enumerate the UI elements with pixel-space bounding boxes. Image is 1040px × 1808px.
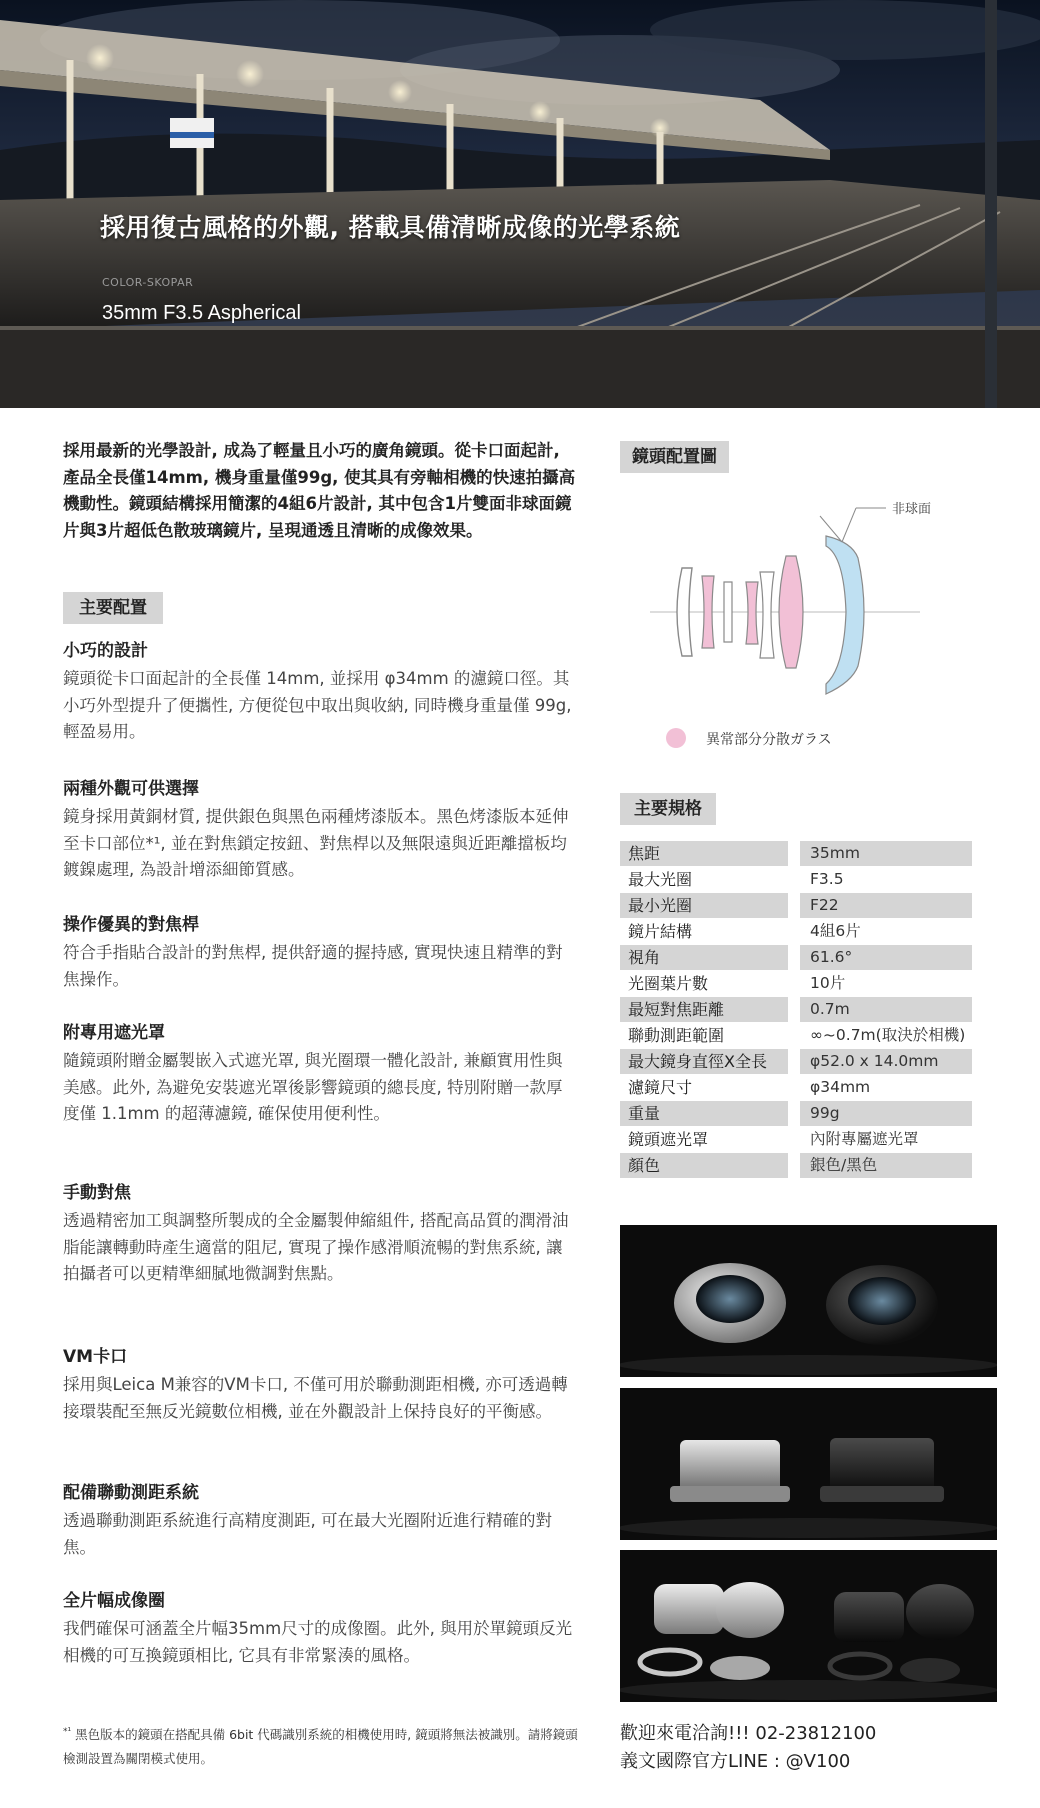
spec-value: 99g bbox=[800, 1101, 972, 1126]
aspheric-leader-right bbox=[842, 508, 856, 542]
feature-body: 我們確保可涵蓋全片幅35mm尺寸的成像圈。此外, 與用於單鏡頭反光相機的可互換鏡頭相比, 它具有非常緊湊的風格。 bbox=[63, 1619, 573, 1665]
spec-row bbox=[620, 867, 972, 893]
feature-full-frame bbox=[63, 1588, 577, 1669]
feature-title: 小巧的設計 bbox=[63, 641, 148, 661]
contact-info bbox=[620, 1720, 876, 1776]
spec-row bbox=[620, 1127, 972, 1153]
hero-photo-illustration bbox=[0, 0, 1040, 408]
spec-key: 鏡片結構 bbox=[628, 922, 693, 941]
lens-element-4-ed bbox=[746, 582, 758, 644]
lens-element-6-ed bbox=[779, 556, 803, 668]
spec-row bbox=[620, 1023, 972, 1049]
spec-value: ∞~0.7m(取決於相機) bbox=[810, 1026, 966, 1044]
main-config-label: 主要配置 bbox=[63, 592, 163, 624]
feature-body: 隨鏡頭附贈金屬製嵌入式遮光罩, 與光圈環一體化設計, 兼顧實用性與美感。此外, 為避免安裝遮光罩後影響鏡頭的總長度, 特別附贈一款厚度僅 1.1mm 的超薄濾鏡, 確保使用便利性。 bbox=[63, 1051, 563, 1123]
feature-title: 附專用遮光罩 bbox=[63, 1023, 165, 1043]
spec-row bbox=[620, 841, 972, 867]
footnote-text: 黑色版本的鏡頭在搭配具備 6bit 代碼識別系統的相機使用時, 鏡頭將無法被識別。請將鏡頭檢測設置為關閉模式使用。 bbox=[63, 1727, 578, 1767]
spec-key: 聯動測距範圍 bbox=[628, 1026, 725, 1045]
feature-title: 手動對焦 bbox=[63, 1183, 131, 1203]
spec-row bbox=[620, 971, 972, 997]
spec-key: 最大光圈 bbox=[628, 870, 693, 889]
spec-row bbox=[620, 997, 972, 1023]
feature-title: 兩種外觀可供選擇 bbox=[63, 779, 199, 799]
lens-element-3 bbox=[724, 582, 732, 642]
ed-legend-label: 異常部分分散ガラス bbox=[706, 732, 832, 748]
feature-rangefinder bbox=[63, 1480, 577, 1561]
product-photo-lenses-front bbox=[620, 1225, 997, 1377]
spec-key: 鏡頭遮光罩 bbox=[628, 1130, 709, 1149]
diagram-label: 鏡頭配置圖 bbox=[620, 441, 729, 473]
spec-row bbox=[620, 919, 972, 945]
hero-headline: 採用復古風格的外觀, 搭載具備清晰成像的光學系統 bbox=[100, 213, 681, 242]
spec-row bbox=[620, 1153, 972, 1179]
contact-line-id: 義文國際官方LINE : @V100 bbox=[620, 1751, 851, 1772]
spec-value: 35mm bbox=[800, 841, 972, 866]
feature-vm-mount bbox=[63, 1344, 577, 1425]
footnote-mark: *¹ bbox=[63, 1727, 72, 1737]
feature-title: VM卡口 bbox=[63, 1347, 128, 1367]
feature-two-finishes bbox=[63, 776, 577, 884]
spec-key: 顏色 bbox=[620, 1153, 788, 1178]
spec-value: 0.7m bbox=[800, 997, 972, 1022]
spec-value: φ34mm bbox=[810, 1078, 871, 1096]
lens-element-aspheric bbox=[826, 536, 864, 694]
spec-row bbox=[620, 1075, 972, 1101]
lens-element-2-ed bbox=[702, 576, 714, 648]
feature-body: 透過精密加工與調整所製成的全金屬製伸縮組件, 搭配高品質的潤滑油脂能讓轉動時產生適當的阻尼, 實現了操作感滑順流暢的對焦系統, 讓拍攝者可以更精準細膩地微調對焦點。 bbox=[63, 1211, 569, 1283]
spec-value: F3.5 bbox=[810, 870, 844, 888]
product-photo-lenses-side bbox=[620, 1388, 997, 1540]
feature-title: 操作優異的對焦桿 bbox=[63, 915, 199, 935]
spec-key: 濾鏡尺寸 bbox=[628, 1078, 693, 1097]
spec-value: 內附專屬遮光罩 bbox=[810, 1130, 919, 1148]
spec-value: φ52.0 x 14.0mm bbox=[800, 1049, 972, 1074]
hero-brand: COLOR-SKOPAR bbox=[102, 276, 194, 289]
intro-paragraph: 採用最新的光學設計, 成為了輕量且小巧的廣角鏡頭。從卡口面起計, 產品全長僅14mm, 機身重量僅99g, 使其具有旁軸相機的快速拍攝高機動性。鏡頭結構採用簡潔的4組6片設計, 其中包含1片雙面非球面鏡片與3片超低色散玻璃鏡片, 呈現通透且清晰的成像效果。 bbox=[63, 441, 576, 540]
spec-key: 視角 bbox=[620, 945, 788, 970]
spec-key: 最大鏡身直徑X全長 bbox=[620, 1049, 788, 1074]
feature-title: 配備聯動測距系統 bbox=[63, 1483, 199, 1503]
spec-key: 焦距 bbox=[620, 841, 788, 866]
contact-phone: 歡迎來電洽詢!!! 02-23812100 bbox=[620, 1723, 877, 1744]
spec-value: 10片 bbox=[810, 974, 846, 992]
spec-row bbox=[620, 1049, 972, 1075]
spec-key: 光圈葉片數 bbox=[628, 974, 709, 993]
hero-model-name: 35mm F3.5 Aspherical bbox=[102, 302, 301, 324]
lens-diagram-svg bbox=[620, 498, 940, 768]
feature-compact-design bbox=[63, 638, 577, 746]
feature-focus-lever bbox=[63, 912, 577, 993]
specs-label: 主要規格 bbox=[620, 793, 716, 825]
feature-lens-hood bbox=[63, 1020, 577, 1128]
spec-row bbox=[620, 1101, 972, 1127]
spec-value: 4組6片 bbox=[810, 922, 861, 940]
spec-row bbox=[620, 893, 972, 919]
ed-legend-swatch bbox=[666, 728, 686, 748]
feature-body: 採用與Leica M兼容的VM卡口, 不僅可用於聯動測距相機, 亦可透過轉接環裝配至無反光鏡數位相機, 並在外觀設計上保持良好的平衡感。 bbox=[63, 1375, 568, 1421]
spec-key: 最短對焦距離 bbox=[620, 997, 788, 1022]
spec-row bbox=[620, 945, 972, 971]
spec-value: F22 bbox=[800, 893, 972, 918]
lens-element-5 bbox=[760, 572, 774, 658]
feature-body: 鏡身採用黃銅材質, 提供銀色與黑色兩種烤漆版本。黑色烤漆版本延伸至卡口部位*¹, 並在對焦鎖定按鈕、對焦桿以及無限遠與近距離擋板均鍍鎳處理, 為設計增添細節質感。 bbox=[63, 807, 569, 879]
feature-body: 鏡頭從卡口面起計的全長僅 14mm, 並採用 φ34mm 的濾鏡口徑。其小巧外型提升了便攜性, 方便從包中取出與收納, 同時機身重量僅 99g, 輕盈易用。 bbox=[63, 669, 572, 741]
aspheric-label: 非球面 bbox=[892, 502, 932, 517]
hero-banner bbox=[0, 0, 1040, 408]
footnote bbox=[63, 1720, 583, 1771]
product-photo-hoods bbox=[620, 1550, 997, 1702]
spec-table bbox=[620, 841, 972, 1179]
feature-manual-focus bbox=[63, 1180, 577, 1288]
spec-value: 61.6° bbox=[800, 945, 972, 970]
spec-key: 重量 bbox=[620, 1101, 788, 1126]
lens-diagram bbox=[620, 498, 940, 768]
spec-value: 銀色/黑色 bbox=[800, 1153, 972, 1178]
feature-body: 符合手指貼合設計的對焦桿, 提供舒適的握持感, 實現快速且精準的對焦操作。 bbox=[63, 943, 563, 989]
feature-body: 透過聯動測距系統進行高精度測距, 可在最大光圈附近進行精確的對焦。 bbox=[63, 1511, 552, 1557]
spec-key: 最小光圈 bbox=[620, 893, 788, 918]
feature-title: 全片幅成像圈 bbox=[63, 1591, 165, 1611]
